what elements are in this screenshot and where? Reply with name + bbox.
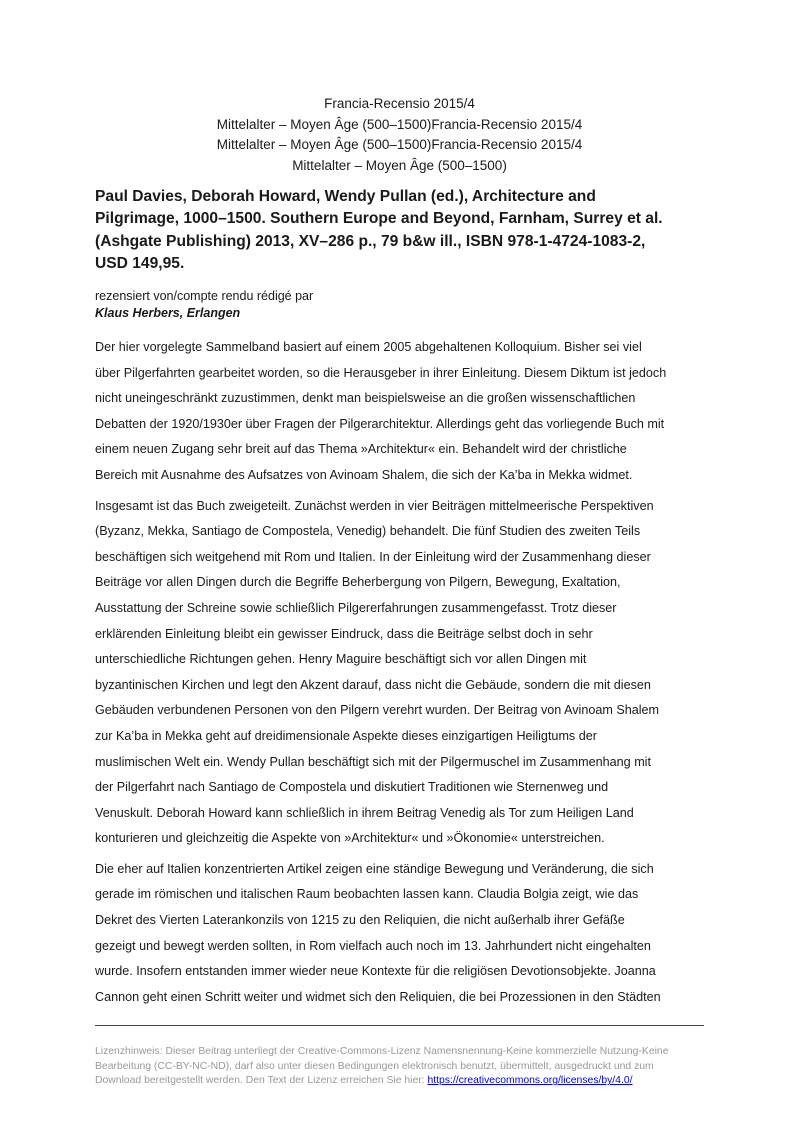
paragraph-3 <box>95 857 715 1011</box>
text-line: gerade im römischen und italischen Raum beobachten lassen kann. Claudia Bolgia zeigt, wie das <box>95 887 639 902</box>
text-line: Gebäuden verbundenen Personen von den Pilgern verehrt wurden. Der Beitrag von Avinoam Shalem <box>95 703 660 718</box>
header-line: Mittelalter – Moyen Âge (500–1500) <box>292 157 507 173</box>
text-line: beschäftigen sich weitgehend mit Rom und Italien. In der Einleitung wird der Zusammenhang dieser <box>95 549 651 564</box>
license-line: Lizenzhinweis: Dieser Beitrag unterliegt der Creative-Commons-Lizenz Namensnennung-Keine kommerzielle Nutzung-Keine <box>95 1046 669 1057</box>
text-line: gezeigt und bewegt werden sollten, in Rom vielfach auch noch im 13. Jahrhundert nicht eingehalten <box>95 938 651 953</box>
license-line-with-link <box>95 1074 715 1089</box>
text-line: Insgesamt ist das Buch zweigeteilt. Zunächst werden in vier Beiträgen mittelmeerische Perspektiven <box>95 498 654 513</box>
license-link[interactable]: https://creativecommons.org/licenses/by/4.0/ <box>427 1075 633 1087</box>
paragraph-1 <box>95 335 715 489</box>
title-line: USD 149,95. <box>95 255 185 273</box>
review-title <box>95 186 725 276</box>
text-line: Ausstattung der Schreine sowie schließlich Pilgererfahrungen zusammengefasst. Trotz dieser <box>95 600 617 615</box>
text-line: einem neuen Zugang sehr breit auf das Thema »Architektur« ein. Behandelt wird der christliche <box>95 442 627 457</box>
journal-header <box>0 94 799 176</box>
header-line: Mittelalter – Moyen Âge (500–1500)Francia-Recensio 2015/4 <box>216 137 583 152</box>
text-line: Bereich mit Ausnahme des Aufsatzes von Avinoam Shalem, die sich der Ka’ba in Mekka widmet. <box>95 467 633 482</box>
text-line: unterschiedliche Richtungen gehen. Henry Maguire beschäftigt sich vor allen Dingen mit <box>95 652 587 667</box>
license-text: Download bereitgestellt werden. Den Text der Lizenz erreichen Sie hier: <box>95 1075 428 1087</box>
text-line: erklärenden Einleitung bleibt ein gewisser Eindruck, dass die Beiträge selbst doch in sehr <box>95 626 593 641</box>
text-line: zur Ka’ba in Mekka geht auf dreidimensionale Aspekte dieses einzigartigen Heiligtums der <box>95 728 597 743</box>
text-line: muslimischen Welt ein. Wendy Pullan beschäftigt sich mit der Pilgermuschel im Zusammenhang mit <box>95 754 651 769</box>
text-line: Dekret des Vierten Laterankonzils von 1215 zu den Reliquien, die nicht außerhalb ihrer Gefäße <box>95 913 625 928</box>
reviewer-name: Klaus Herbers, Erlangen <box>95 306 241 320</box>
footer-divider <box>95 1025 704 1026</box>
text-line: Die eher auf Italien konzentrierten Artikel zeigen eine ständige Bewegung und Veränderung, die sich <box>95 861 654 876</box>
paragraph-2 <box>95 494 715 852</box>
text-line: der Pilgerfahrt nach Santiago de Compostela und diskutiert Traditionen wie Sternenweg und <box>95 780 609 795</box>
title-line: Paul Davies, Deborah Howard, Wendy Pullan (ed.), Architecture and <box>95 188 596 205</box>
title-line: Pilgrimage, 1000–1500. Southern Europe and Beyond, Farnham, Surrey et al. <box>95 210 663 228</box>
text-line: nicht uneingeschränkt zuzustimmen, denkt man beispielsweise an die großen wissenschaftlichen <box>95 391 636 406</box>
title-line: (Ashgate Publishing) 2013, XV–286 p., 79 b&w ill., ISBN 978-1-4724-1083-2, <box>95 232 646 250</box>
text-line: Debatten der 1920/1930er über Fragen der Pilgerarchitektur. Allerdings geht das vorliegende Buch mit <box>95 416 665 431</box>
license-line: Bearbeitung (CC-BY-NC-ND), darf also unter diesen Bedingungen elektronisch benutzt, übermittelt, ausgedruckt und zum <box>95 1060 654 1072</box>
text-line: Venuskult. Deborah Howard kann schließlich in ihrem Beitrag Venedig als Tor zum Heiligen Land <box>95 805 634 820</box>
byline-label: rezensiert von/compte rendu rédigé par <box>95 289 314 303</box>
text-line: (Byzanz, Mekka, Santiago de Compostela, Venedig) behandelt. Die fünf Studien des zweiten Teils <box>95 524 641 539</box>
text-line: über Pilgerfahrten gearbeitet worden, so die Herausgeber in ihrer Einleitung. Diesem Diktum ist jedoch <box>95 365 667 380</box>
header-line: Francia-Recensio 2015/4 <box>324 96 475 111</box>
text-line: konturieren und gleichzeitig die Aspekte von »Architektur« und »Ökonomie« unterstreichen. <box>95 831 605 846</box>
license-notice <box>95 1045 715 1089</box>
review-body <box>95 335 715 1015</box>
text-line: wurde. Insofern entstanden immer wieder neue Kontexte für die religiösen Devotionsobjekte. Joanna <box>95 964 656 979</box>
text-line: byzantinischen Kirchen und legt den Akzent darauf, dass nicht die Gebäude, sondern die mit diesen <box>95 677 651 692</box>
header-line: Mittelalter – Moyen Âge (500–1500)Francia-Recensio 2015/4 <box>216 116 583 132</box>
text-line: Cannon geht einen Schritt weiter und widmet sich den Reliquien, die bei Prozessionen in den Städten <box>95 989 661 1004</box>
text-line: Der hier vorgelegte Sammelband basiert auf einem 2005 abgehaltenen Kolloquium. Bisher sei viel <box>95 340 642 354</box>
text-line: Beiträge vor allen Dingen durch die Begriffe Beherbergung von Pilgern, Bewegung, Exaltation, <box>95 575 621 590</box>
byline <box>95 288 705 322</box>
